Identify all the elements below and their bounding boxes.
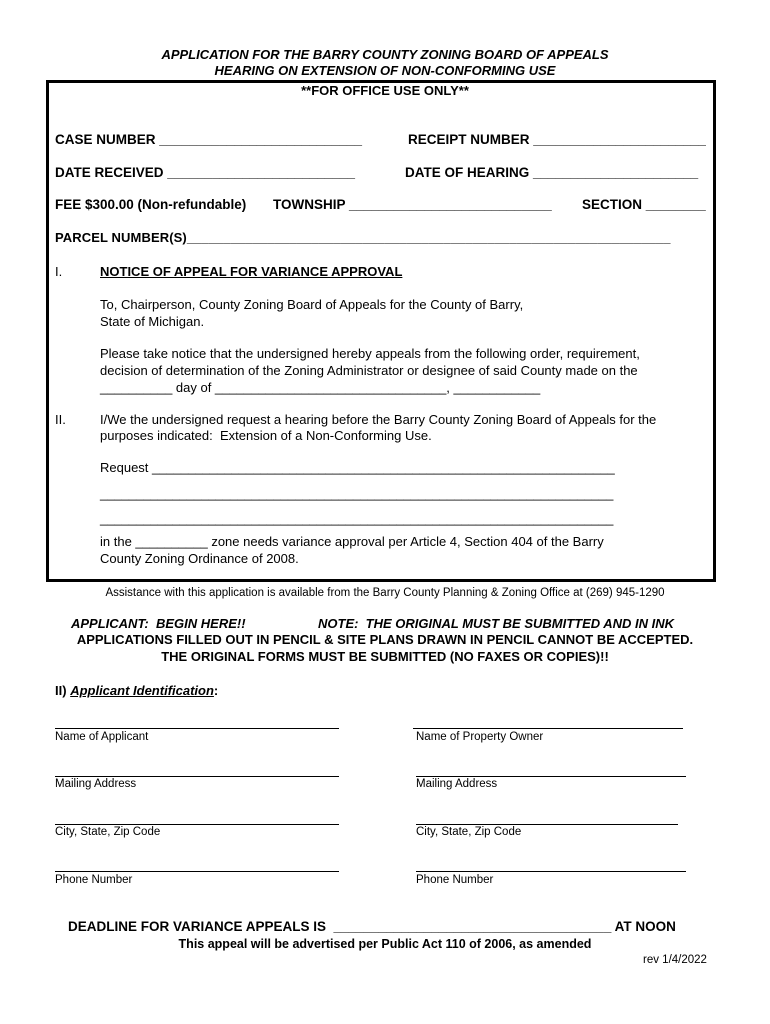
applicant-mailing-line[interactable] — [55, 776, 339, 777]
form-title-line2: HEARING ON EXTENSION OF NON-CONFORMING USE — [214, 63, 556, 78]
notice-text-line2: decision of determination of the Zoning Administrator or designee of said County made on the — [100, 363, 638, 378]
applicant-phone-label: Phone Number — [55, 874, 133, 886]
owner-city-label: City, State, Zip Code — [416, 826, 522, 838]
date-received-field[interactable]: DATE RECEIVED _________________________ — [55, 165, 355, 180]
request-blank-line1[interactable]: _______________________________________________________________________ — [100, 486, 614, 501]
owner-mailing-line[interactable] — [416, 776, 686, 777]
section-field[interactable]: SECTION ________ — [582, 197, 706, 212]
applicant-phone-line[interactable] — [55, 871, 339, 872]
applicant-mailing-label: Mailing Address — [55, 778, 137, 790]
ink-note: NOTE: THE ORIGINAL MUST BE SUBMITTED AND IN INK — [318, 616, 675, 631]
section-one-number: I. — [55, 264, 63, 279]
notice-text-line1: Please take notice that the undersigned hereby appeals from the following order, requirement, — [100, 346, 640, 361]
applicant-name-label: Name of Applicant — [55, 731, 149, 743]
applicant-section-number: II) — [55, 683, 67, 698]
owner-phone-label: Phone Number — [416, 874, 494, 886]
applicant-city-line[interactable] — [55, 824, 339, 825]
owner-city-line[interactable] — [416, 824, 678, 825]
notice-date-field[interactable]: __________ day of ________________________________, ____________ — [100, 380, 541, 395]
to-chairperson-line2: State of Michigan. — [100, 314, 205, 329]
begin-here-label: APPLICANT: BEGIN HERE!! — [71, 616, 246, 631]
zone-text-line2: County Zoning Ordinance of 2008. — [100, 551, 299, 566]
owner-name-line[interactable] — [413, 728, 683, 729]
request-field[interactable]: Request ________________________________________________________________ — [100, 460, 615, 475]
advertised-note: This appeal will be advertised per Public Act 110 of 2006, as amended — [178, 937, 592, 951]
form-title-line1: APPLICATION FOR THE BARRY COUNTY ZONING BOARD OF APPEALS — [161, 47, 609, 62]
applicant-section-title: Applicant Identification — [70, 683, 214, 698]
case-number-field[interactable]: CASE NUMBER ___________________________ — [55, 132, 362, 147]
applicant-name-line[interactable] — [55, 728, 339, 729]
request-blank-line2[interactable]: _______________________________________________________________________ — [100, 511, 614, 526]
applicant-section-heading — [55, 683, 218, 698]
parcel-number-field[interactable]: PARCEL NUMBER(S)__________________________________________________________________ — [55, 230, 671, 245]
applicant-section-colon: : — [213, 683, 219, 698]
office-use-label: **FOR OFFICE USE ONLY** — [301, 83, 469, 98]
assistance-note: Assistance with this application is available from the Barry County Planning & Zoning Office at (269) 945-1290 — [105, 587, 665, 599]
request-text-line2: purposes indicated: Extension of a Non-Conforming Use. — [100, 428, 432, 443]
owner-name-label: Name of Property Owner — [416, 731, 544, 743]
section-two-number: II. — [55, 412, 66, 427]
fee-label: FEE $300.00 (Non-refundable) — [55, 197, 247, 212]
zone-field-line1[interactable]: in the __________ zone needs variance approval per Article 4, Section 404 of the Barry — [100, 534, 604, 549]
owner-phone-line[interactable] — [416, 871, 686, 872]
date-of-hearing-field[interactable]: DATE OF HEARING ______________________ — [405, 165, 699, 180]
deadline-field[interactable]: DEADLINE FOR VARIANCE APPEALS IS _____________________________________ AT NOON — [68, 919, 676, 934]
pencil-warning: APPLICATIONS FILLED OUT IN PENCIL & SITE PLANS DRAWN IN PENCIL CANNOT BE ACCEPTED. — [76, 632, 694, 647]
revision-date: rev 1/4/2022 — [643, 954, 707, 966]
to-chairperson-line1: To, Chairperson, County Zoning Board of Appeals for the County of Barry, — [100, 297, 524, 312]
notice-heading: NOTICE OF APPEAL FOR VARIANCE APPROVAL — [100, 264, 403, 279]
township-field[interactable]: TOWNSHIP ___________________________ — [273, 197, 552, 212]
owner-mailing-label: Mailing Address — [416, 778, 498, 790]
receipt-number-field[interactable]: RECEIPT NUMBER _______________________ — [408, 132, 706, 147]
applicant-city-label: City, State, Zip Code — [55, 826, 161, 838]
original-forms-warning: THE ORIGINAL FORMS MUST BE SUBMITTED (NO FAXES OR COPIES)!! — [161, 649, 609, 664]
request-text-line1: I/We the undersigned request a hearing before the Barry County Zoning Board of Appeals for the — [100, 412, 657, 427]
office-use-box — [46, 80, 716, 582]
